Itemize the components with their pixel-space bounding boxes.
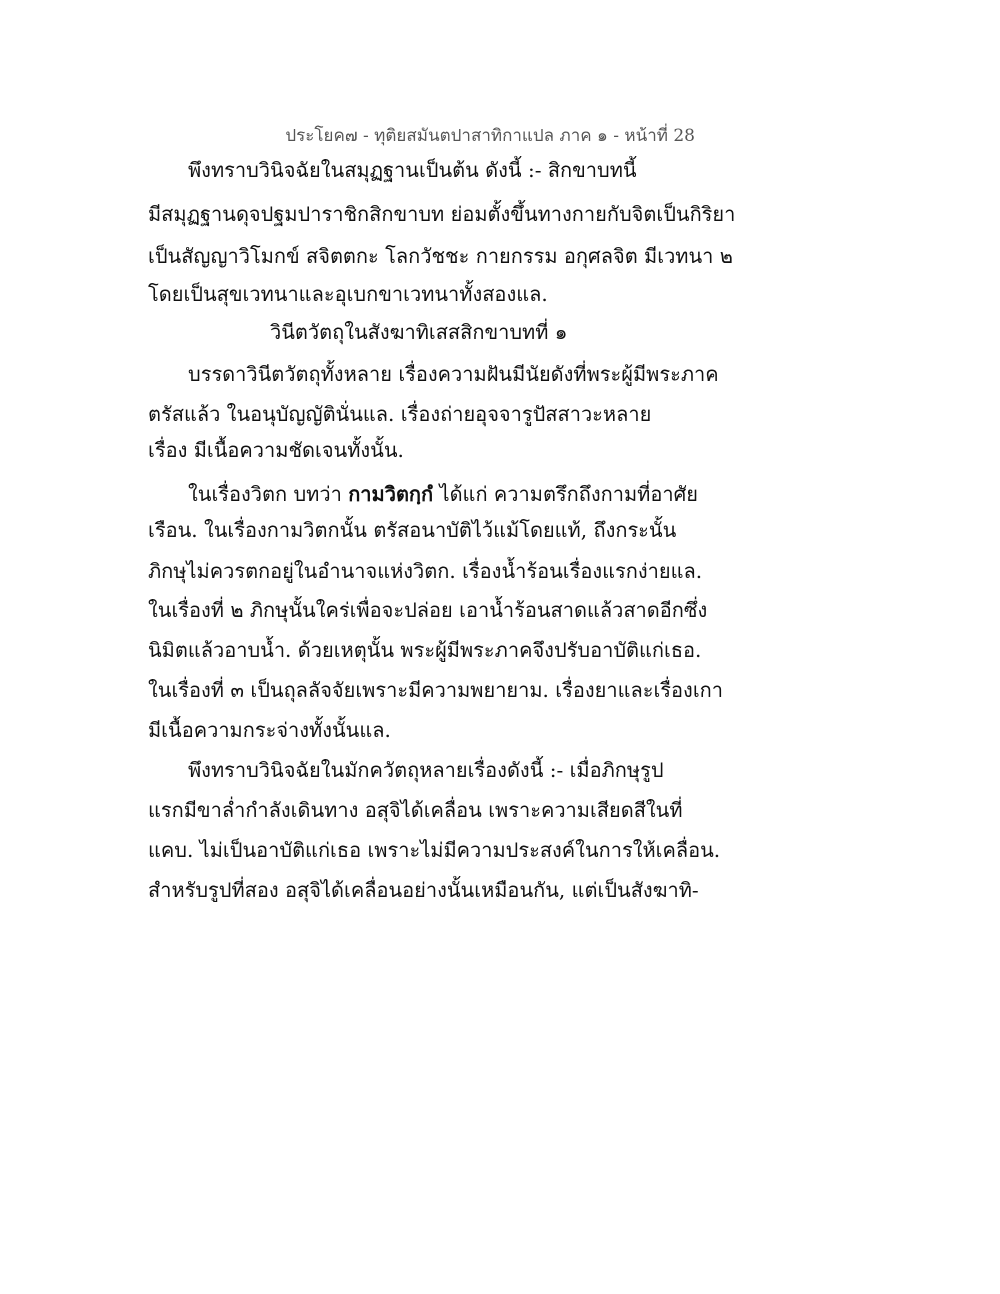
paragraph-line: แคบ. ไม่เป็นอาบัติแก่เธอ เพราะไม่มีความประสงค์ในการให้เคลื่อน. [148,838,721,862]
paragraph-line: ภิกษุไม่ควรตกอยู่ในอำนาจแห่งวิตก. เรื่องน้ำร้อนเรื่องแรกง่ายแล. [148,559,703,583]
paragraph-line: ในเรื่องที่ ๓ เป็นถุลลัจจัยเพราะมีความพยายาม. เรื่องยาและเรื่องเกา [148,678,723,702]
paragraph-line: ตรัสแล้ว ในอนุบัญญัตินั่นแล. เรื่องถ่ายอุจจารูปัสสาวะหลาย [148,402,652,426]
paragraph-line [188,482,698,506]
paragraph-line: เรือน. ในเรื่องกามวิตกนั้น ตรัสอนาบัติไว้แม้โดยแท้, ถึงกระนั้น [148,518,677,542]
paragraph-line: มีเนื้อความกระจ่างทั้งนั้นแล. [148,718,391,742]
text-segment: ในเรื่องวิตก บทว่า [188,482,349,506]
paragraph-line: เรื่อง มีเนื้อความชัดเจนทั้งนั้น. [148,438,404,462]
section-heading: วินีตวัตถุในสังฆาทิเสสสิกขาบทที่ ๑ [270,320,568,344]
paragraph-line: แรกมีขาล่ำกำลังเดินทาง อสุจิได้เคลื่อน เพราะความเสียดสีในที่ [148,798,683,822]
bold-term: กามวิตกฺกํ [348,482,434,506]
paragraph-line: พึงทราบวินิจฉัยในสมุฏฐานเป็นต้น ดังนี้ :- สิกขาบทนี้ [188,158,637,182]
paragraph-line: โดยเป็นสุขเวทนาและอุเบกขาเวทนาทั้งสองแล. [148,282,548,306]
paragraph-line: บรรดาวินีตวัตถุทั้งหลาย เรื่องความฝันมีนัยดังที่พระผู้มีพระภาค [188,362,719,386]
paragraph-line: เป็นสัญญาวิโมกข์ สจิตตกะ โลกวัชชะ กายกรรม อกุศลจิต มีเวทนา ๒ [148,244,733,268]
page-header: ประโยค๗ - ทุติยสมันตปาสาทิกาแปล ภาค ๑ - หน้าที่ 28 [285,126,695,146]
text-segment: ได้แก่ ความตรึกถึงกามที่อาศัย [433,482,699,506]
paragraph-line: ในเรื่องที่ ๒ ภิกษุนั้นใคร่เพื่อจะปล่อย เอาน้ำร้อนสาดแล้วสาดอีกซึ่ง [148,598,708,622]
paragraph-line: นิมิตแล้วอาบน้ำ. ด้วยเหตุนั้น พระผู้มีพระภาคจึงปรับอาบัติแก่เธอ. [148,638,702,662]
paragraph-line: สำหรับรูปที่สอง อสุจิได้เคลื่อนอย่างนั้นเหมือนกัน, แต่เป็นสังฆาทิ- [148,878,699,902]
paragraph-line: มีสมุฏฐานดุจปฐมปาราชิกสิกขาบท ย่อมตั้งขึ้นทางกายกับจิตเป็นกิริยา [148,202,736,226]
paragraph-line: พึงทราบวินิจฉัยในมักควัตถุหลายเรื่องดังนี้ :- เมื่อภิกษุรูป [188,758,664,782]
